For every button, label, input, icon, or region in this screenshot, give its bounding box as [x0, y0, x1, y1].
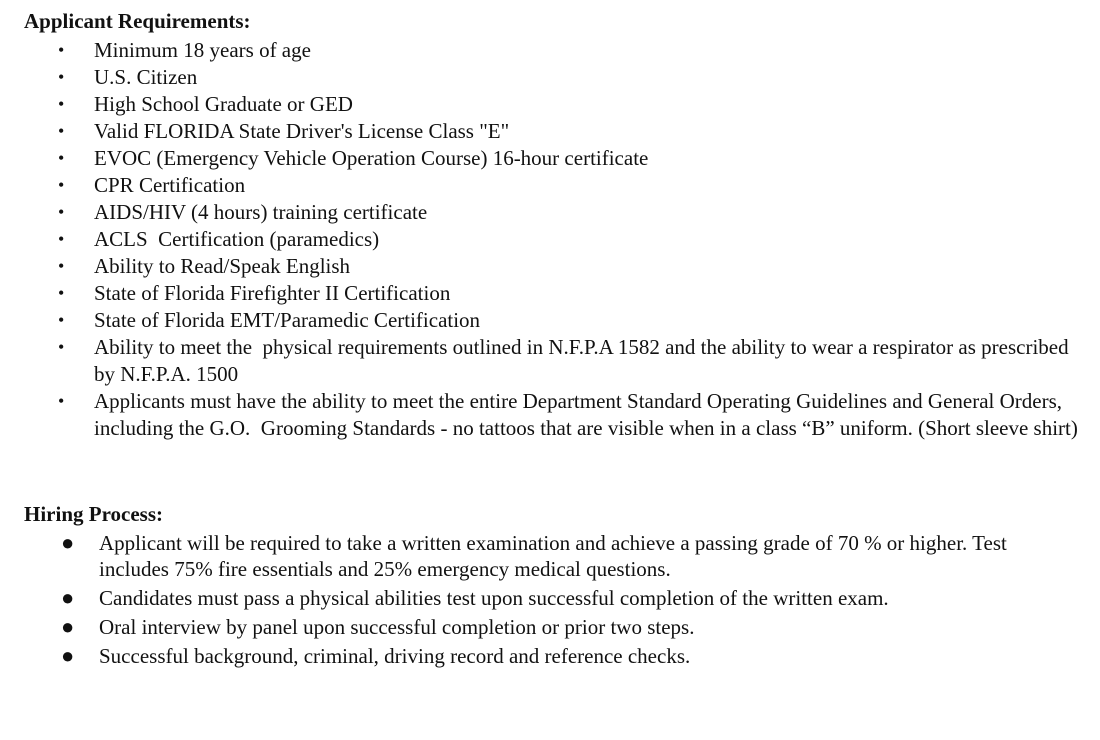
list-item-text: High School Graduate or GED — [94, 92, 353, 116]
list-item — [24, 37, 1080, 64]
list-item-text: Applicants must have the ability to meet the entire Department Standard Operating Guidelines and General Orders, including the G.O. Grooming Standards - no tattoos that are visible when in a class “B” uniform. (Short sleeve shirt) — [94, 389, 1078, 440]
bullet-icon: • — [58, 337, 65, 357]
bullet-icon: • — [58, 283, 65, 303]
list-item — [24, 643, 1080, 669]
list-item-text: Oral interview by panel upon successful completion or prior two steps. — [99, 615, 695, 639]
list-item — [24, 253, 1080, 280]
bullet-icon: • — [58, 40, 65, 60]
list-item — [24, 334, 1080, 388]
list-item-text: Ability to meet the physical requirements outlined in N.F.P.A 1582 and the ability to wear a respirator as prescribed by N.F.P.A. 1500 — [94, 335, 1074, 386]
hiring-process-section — [24, 501, 1080, 672]
bullet-icon: • — [58, 310, 65, 330]
bullet-icon: • — [58, 121, 65, 141]
list-item — [24, 145, 1080, 172]
bullet-icon: • — [58, 94, 65, 114]
applicant-requirements-heading: Applicant Requirements: — [24, 9, 251, 33]
hiring-process-heading: Hiring Process: — [24, 502, 164, 526]
list-item — [24, 118, 1080, 145]
bullet-icon: ● — [61, 643, 75, 668]
bullet-icon: • — [58, 175, 65, 195]
list-item — [24, 307, 1080, 334]
bullet-icon: ● — [61, 530, 75, 555]
list-item — [24, 199, 1080, 226]
bullet-icon: • — [58, 148, 65, 168]
list-item-text: State of Florida EMT/Paramedic Certification — [94, 308, 481, 332]
bullet-icon: • — [58, 67, 65, 87]
list-item — [24, 585, 1080, 611]
list-item — [24, 388, 1080, 442]
list-item — [24, 280, 1080, 307]
applicant-requirements-section — [24, 8, 1080, 442]
bullet-icon: • — [58, 229, 65, 249]
list-item-text: ACLS Certification (paramedics) — [94, 227, 380, 251]
list-item-text: CPR Certification — [94, 173, 246, 197]
list-item — [24, 530, 1080, 582]
list-item-text: Valid FLORIDA State Driver's License Class "E" — [94, 119, 510, 143]
list-item — [24, 226, 1080, 253]
hiring-process-list — [24, 530, 1080, 669]
list-item-text: Ability to Read/Speak English — [94, 254, 351, 278]
list-item-text: EVOC (Emergency Vehicle Operation Course) 16-hour certificate — [94, 146, 649, 170]
bullet-icon: ● — [61, 585, 75, 610]
list-item-text: Successful background, criminal, driving record and reference checks. — [99, 644, 691, 668]
list-item — [24, 614, 1080, 640]
bullet-icon: • — [58, 391, 65, 411]
list-item — [24, 172, 1080, 199]
list-item-text: Applicant will be required to take a written examination and achieve a passing grade of 70 % or higher. Test includes 75% fire essentials and 25% emergency medical questions. — [99, 531, 1007, 581]
bullet-icon: • — [58, 256, 65, 276]
list-item — [24, 91, 1080, 118]
applicant-requirements-list — [24, 37, 1080, 442]
list-item — [24, 64, 1080, 91]
list-item-text: Minimum 18 years of age — [94, 38, 311, 62]
bullet-icon: ● — [61, 614, 75, 639]
list-item-text: U.S. Citizen — [94, 65, 198, 89]
list-item-text: Candidates must pass a physical abilities test upon successful completion of the written exam. — [99, 586, 889, 610]
list-item-text: AIDS/HIV (4 hours) training certificate — [94, 200, 428, 224]
bullet-icon: • — [58, 202, 65, 222]
list-item-text: State of Florida Firefighter II Certification — [94, 281, 451, 305]
